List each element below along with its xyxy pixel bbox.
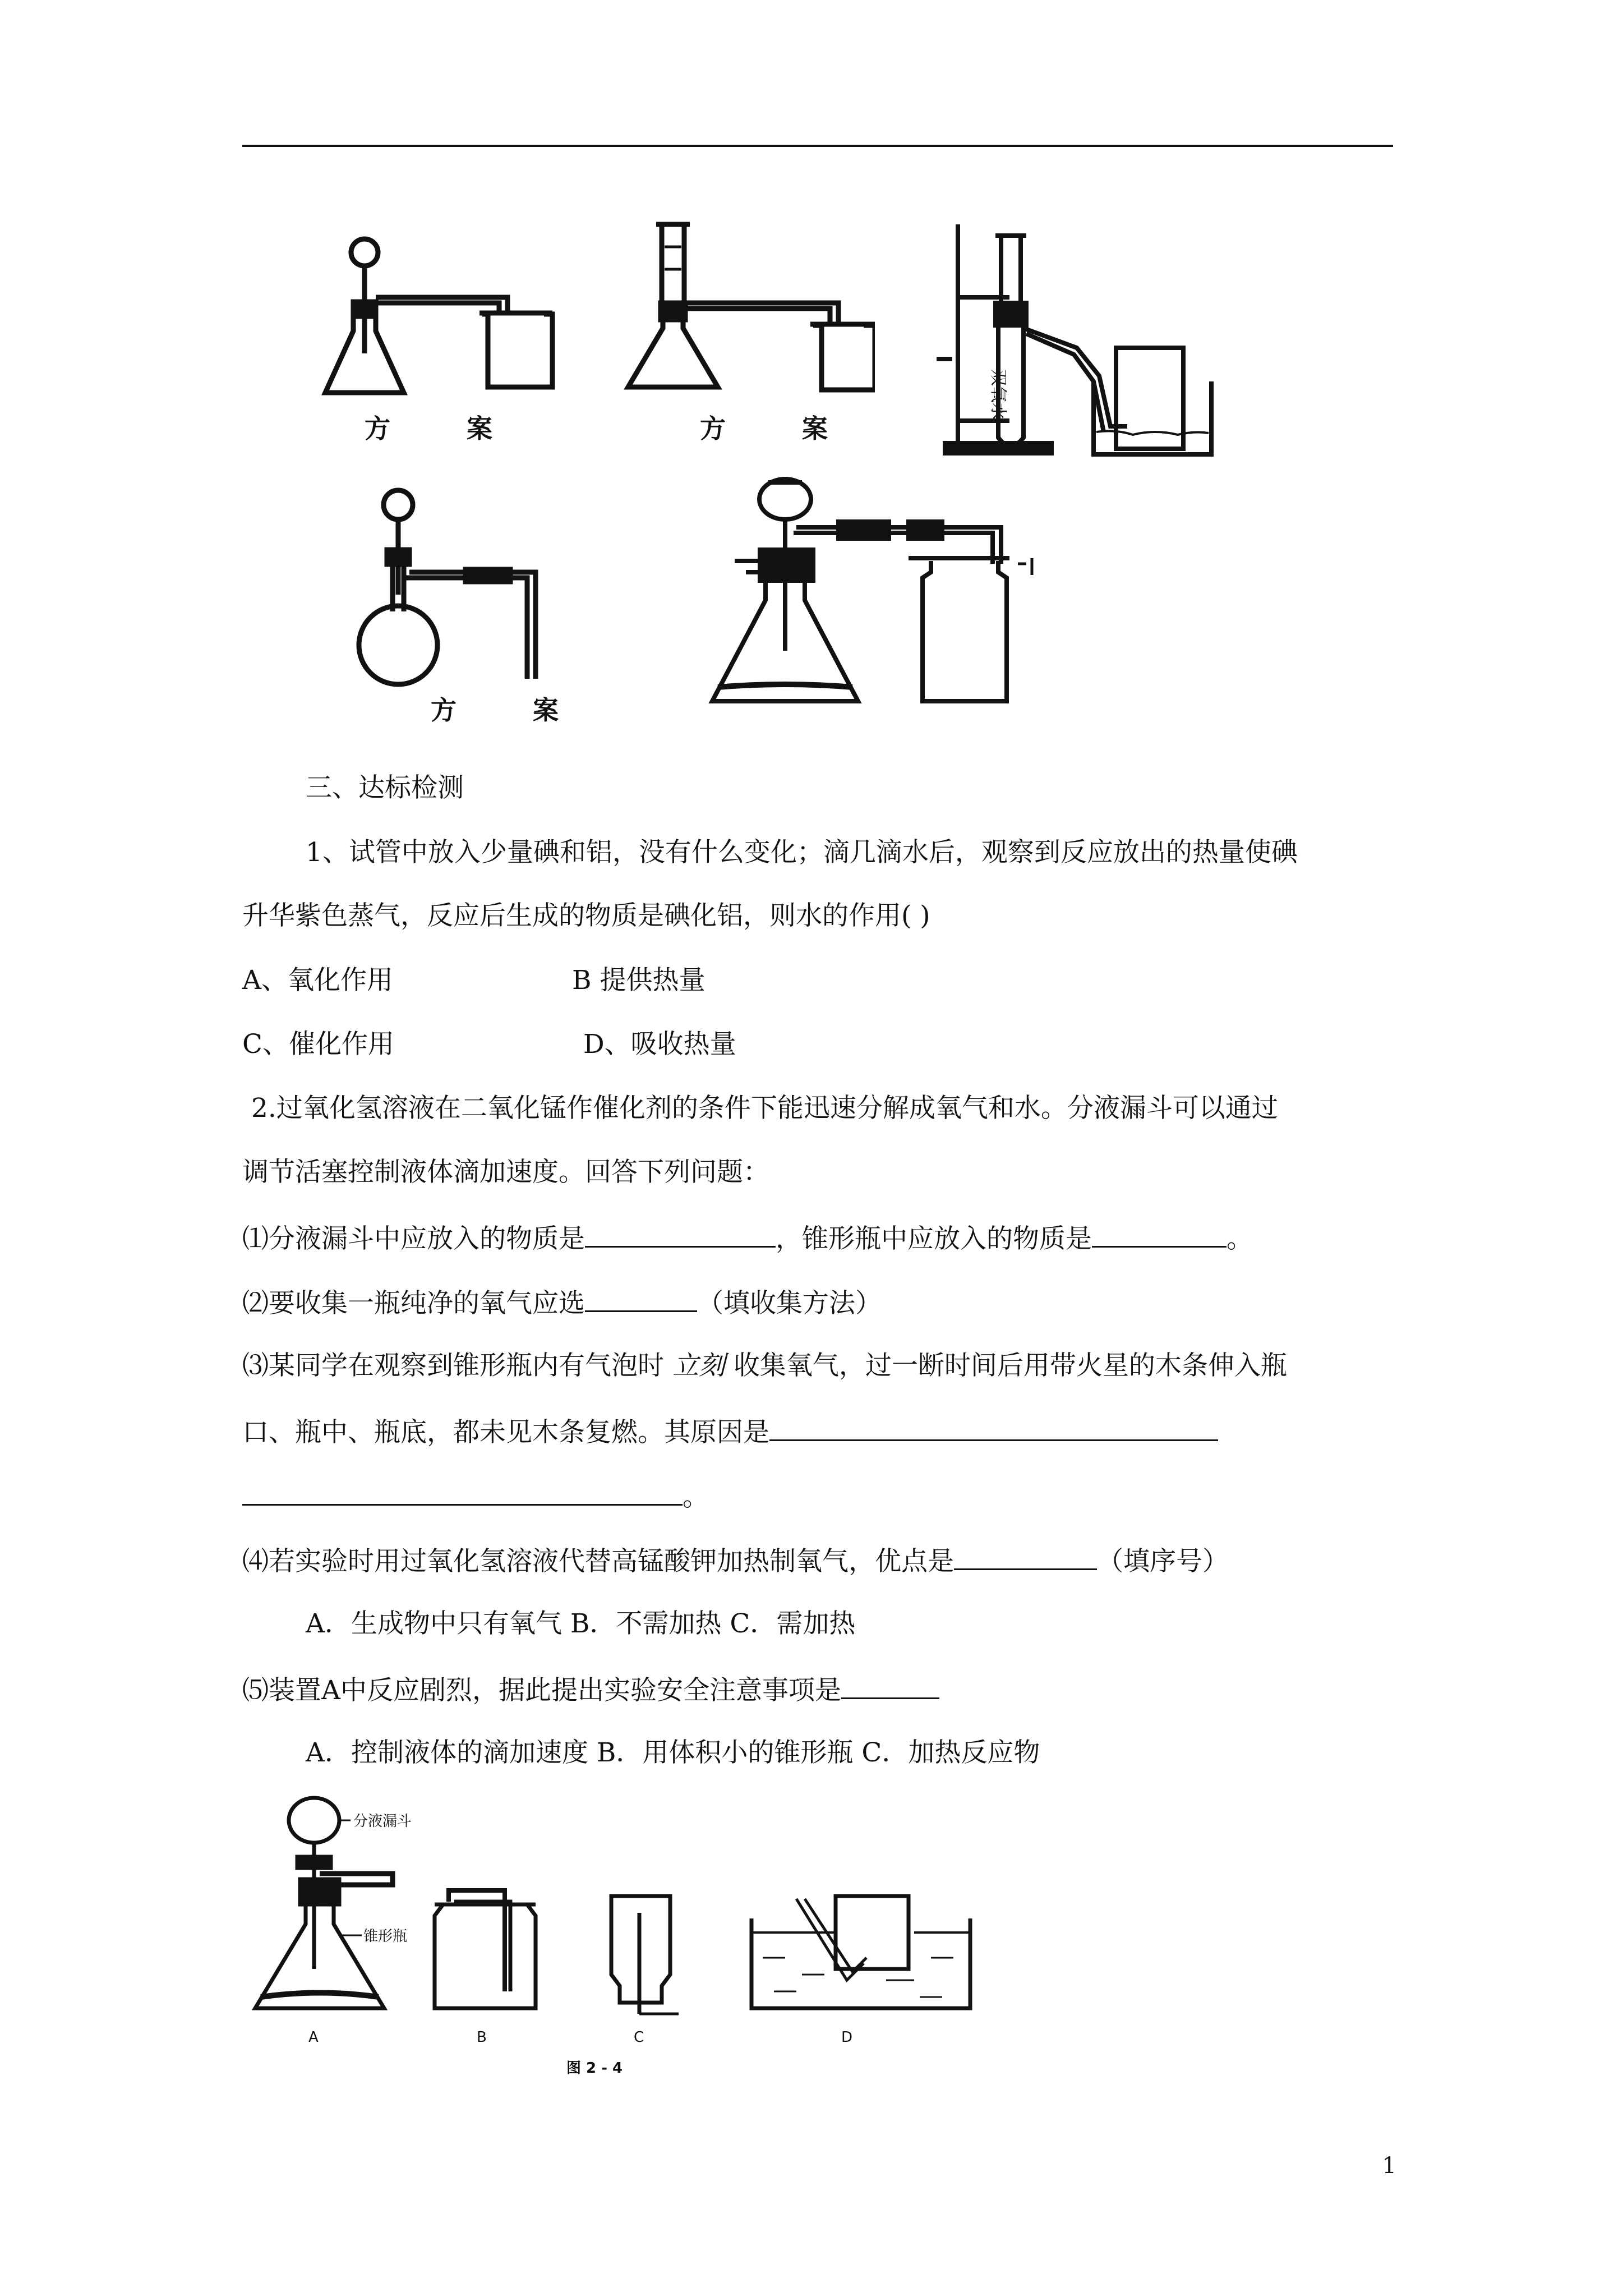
q2-stem-line1: 2.过氧化氢溶液在二氧化锰作催化剂的条件下能迅速分解成氧气和水。分液漏斗可以通过	[251, 1093, 1278, 1124]
q2-part3-line2-text: 口、瓶中、瓶底，都未见木条复燃。其原因是	[242, 1417, 769, 1448]
answer-blank-safety[interactable]	[841, 1672, 939, 1699]
q2-part3-line2	[242, 1414, 1218, 1450]
q1-option-a: A、氧化作用	[242, 965, 393, 996]
scheme-caption-1: 方 案	[365, 413, 527, 444]
answer-blank-flask[interactable]	[1092, 1220, 1227, 1248]
q2-part1-text-c: 。	[1227, 1223, 1253, 1254]
answer-blank-reason-2[interactable]	[242, 1478, 683, 1506]
page-number: 1	[1382, 2153, 1396, 2179]
q2-part5-options: A．控制液体的滴加速度 B．用体积小的锥形瓶 C．加热反应物	[306, 1737, 1040, 1768]
flask-label: 双氧水	[988, 369, 1008, 420]
label-d: D	[841, 2029, 853, 2046]
answer-blank-advantage[interactable]	[954, 1543, 1097, 1570]
q2-part1	[242, 1220, 1253, 1256]
scheme-caption-2: 方 案	[700, 413, 862, 444]
q2-part3-text-a: ⑶某同学在观察到锥形瓶内有气泡时	[242, 1350, 672, 1381]
figure-caption: 图 2 - 4	[566, 2060, 623, 2077]
q2-part4-text-b: （填序号）	[1097, 1546, 1229, 1577]
q2-part1-text-b: ，锥形瓶中应放入的物质是	[776, 1223, 1092, 1254]
scheme-figure-4	[348, 482, 561, 696]
q2-part3-line3	[242, 1478, 709, 1514]
q1-option-c: C、催化作用	[242, 1029, 394, 1060]
q1-option-b: B 提供热量	[572, 965, 706, 996]
q2-part4-text-a: ⑷若实验时用过氧化氢溶液代替高锰酸钾加热制氧气，优点是	[242, 1546, 954, 1577]
q2-part4-options: A．生成物中只有氧气 B．不需加热 C．需加热	[306, 1608, 856, 1639]
scheme-figure-1	[314, 213, 572, 404]
q2-part5-text-a: ⑸装置A中反应剧烈，据此提出实验安全注意事项是	[242, 1675, 841, 1706]
answer-blank-funnel[interactable]	[585, 1220, 776, 1248]
q2-part3-line1	[242, 1349, 1287, 1383]
q2-part3-text-b: 收集氧气，过一断时间后用带火星的木条伸入瓶	[725, 1350, 1287, 1381]
q2-part2	[242, 1285, 882, 1320]
apparatus-figure	[241, 1789, 987, 2092]
q1-option-d: D、吸收热量	[583, 1029, 736, 1060]
label-b: B	[477, 2029, 487, 2046]
label-a: A	[308, 2029, 319, 2046]
q1-stem-line1: 1、试管中放入少量碘和铝，没有什么变化；滴几滴水后，观察到反应放出的热量使碘	[306, 837, 1298, 868]
q2-part4	[242, 1543, 1229, 1579]
section-title: 三、达标检测	[306, 772, 464, 803]
label-funnel: 分液漏斗	[353, 1813, 412, 1830]
scheme-figure-3	[931, 208, 1223, 460]
q2-part3-end: 。	[683, 1481, 709, 1512]
answer-blank-reason-1[interactable]	[769, 1414, 1218, 1441]
q1-stem-line2: 升华紫色蒸气，反应后生成的物质是碘化铝，则水的作用( )	[242, 900, 930, 931]
q2-part1-text-a: ⑴分液漏斗中应放入的物质是	[242, 1223, 585, 1254]
q2-stem-line2: 调节活塞控制液体滴加速度。回答下列问题：	[242, 1157, 769, 1188]
scheme-figure-5	[695, 466, 1066, 712]
label-flask: 锥形瓶	[363, 1928, 408, 1945]
q2-part5	[242, 1672, 939, 1708]
label-c: C	[634, 2029, 644, 2046]
q2-part2-text-a: ⑵要收集一瓶纯净的氧气应选	[242, 1288, 585, 1319]
q2-part3-italic: 立刻	[672, 1350, 725, 1381]
q2-part2-text-b: （填收集方法）	[697, 1288, 882, 1319]
scheme-caption-3: 方 案	[431, 695, 593, 725]
answer-blank-method[interactable]	[585, 1285, 697, 1312]
scheme-figure-2	[611, 213, 875, 404]
header-rule	[242, 145, 1393, 147]
